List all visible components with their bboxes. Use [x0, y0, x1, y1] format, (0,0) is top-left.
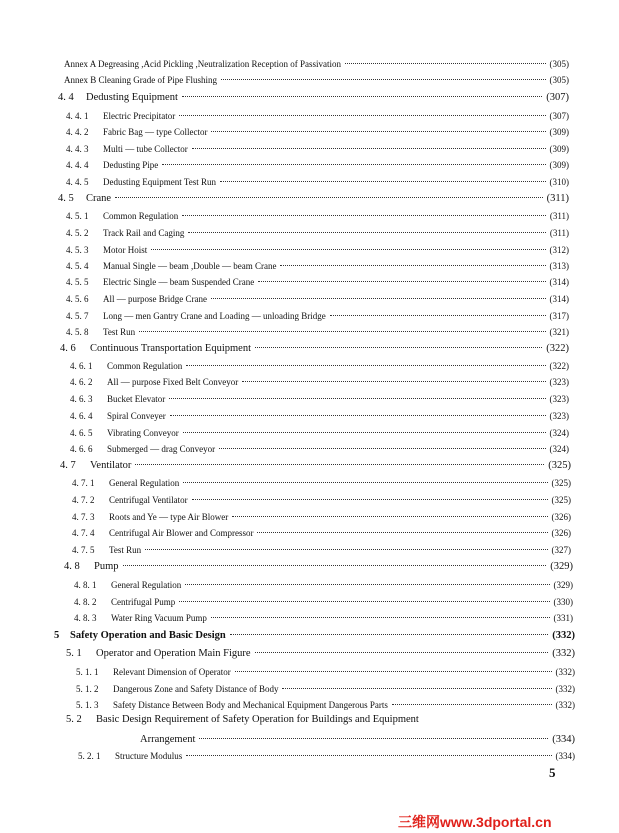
toc-number: 4. 5	[58, 193, 74, 204]
toc-page-ref: (323)	[549, 394, 569, 404]
toc-number: 4. 6	[60, 343, 76, 354]
toc-row	[66, 261, 569, 271]
leader-dots	[330, 315, 546, 316]
toc-number: 4. 4. 4	[66, 160, 89, 170]
toc-row	[70, 361, 569, 371]
toc-title: Test Run	[103, 327, 136, 337]
leader-dots	[211, 617, 550, 618]
leader-dots	[123, 565, 547, 566]
toc-title: Annex B Cleaning Grade of Pipe Flushing	[64, 75, 217, 85]
toc-page-ref: (307)	[549, 111, 569, 121]
leader-dots	[179, 601, 549, 602]
toc-page-ref: (309)	[549, 144, 569, 154]
toc-page-ref: (332)	[555, 667, 575, 677]
toc-title: Safety Operation and Basic Design	[70, 630, 226, 641]
toc-title: Centrifugal Air Blower and Compressor	[109, 528, 254, 538]
leader-dots	[139, 331, 545, 332]
toc-row	[66, 177, 569, 187]
leader-dots	[183, 482, 547, 483]
toc-row	[66, 144, 569, 154]
leader-dots	[211, 298, 546, 299]
toc-page-ref: (325)	[548, 460, 571, 471]
toc-title: General Regulation	[109, 478, 180, 488]
toc-title: All — purpose Fixed Belt Conveyor	[107, 377, 239, 387]
toc-number: 4. 6. 5	[70, 428, 93, 438]
toc-number: 4. 8	[64, 561, 80, 572]
toc-page-ref: (311)	[549, 211, 569, 221]
toc-title: Continuous Transportation Equipment	[90, 343, 252, 354]
leader-dots	[258, 281, 545, 282]
toc-row	[72, 512, 571, 522]
leader-dots	[345, 63, 546, 64]
leader-dots	[220, 181, 546, 182]
toc-row	[64, 75, 569, 85]
toc-title: Crane	[86, 193, 112, 204]
leader-dots	[282, 688, 551, 689]
toc-row	[70, 377, 569, 387]
toc-row	[72, 545, 571, 555]
toc-number: 4. 8. 3	[74, 613, 97, 623]
toc-title: All — purpose Bridge Crane	[103, 294, 207, 304]
toc-title: Structure Modulus	[115, 751, 183, 761]
toc-page-ref: (326)	[551, 528, 571, 538]
toc-row	[76, 667, 575, 677]
toc-number: 4. 7	[60, 460, 76, 471]
leader-dots	[232, 516, 547, 517]
leader-dots	[182, 215, 546, 216]
toc-title: Dedusting Equipment Test Run	[103, 177, 216, 187]
leader-dots	[255, 347, 542, 348]
toc-page-ref: (331)	[553, 613, 573, 623]
toc-title: Spiral Conveyer	[107, 411, 166, 421]
toc-number: 4. 4	[58, 92, 74, 103]
toc-page-ref: (322)	[546, 343, 569, 354]
toc-title: Operator and Operation Main Figure	[96, 648, 251, 659]
toc-page-ref: (325)	[551, 495, 571, 505]
leader-dots	[115, 197, 543, 198]
toc-number: 4. 4. 1	[66, 111, 89, 121]
toc-page-ref: (332)	[555, 684, 575, 694]
toc-page-ref: (324)	[549, 444, 569, 454]
leader-dots	[169, 398, 545, 399]
leader-dots	[192, 148, 546, 149]
leader-dots	[186, 365, 545, 366]
toc-title: Multi — tube Collector	[103, 144, 188, 154]
toc-title: Dedusting Equipment	[86, 92, 178, 103]
leader-dots	[179, 115, 545, 116]
toc-page-ref: (326)	[551, 512, 571, 522]
toc-number: 4. 8. 2	[74, 597, 97, 607]
toc-number: 4. 5. 6	[66, 294, 89, 304]
toc-page-ref: (332)	[555, 700, 575, 710]
toc-title: Fabric Bag — type Collector	[103, 127, 208, 137]
toc-page-ref: (310)	[549, 177, 569, 187]
toc-page-ref: (305)	[549, 75, 569, 85]
toc-row	[76, 700, 575, 710]
toc-row	[66, 294, 569, 304]
toc-row	[74, 580, 573, 590]
toc-page-ref: (309)	[549, 160, 569, 170]
toc-section-row	[60, 343, 569, 354]
leader-dots	[211, 131, 545, 132]
leader-dots	[280, 265, 545, 266]
toc-row	[72, 528, 571, 538]
toc-row	[66, 160, 569, 170]
toc-title: Electric Single — beam Suspended Crane	[103, 277, 255, 287]
toc-title: Long — men Gantry Crane and Loading — unloading Bridge	[103, 311, 326, 321]
toc-number: 5. 1	[66, 648, 82, 659]
toc-title: Ventilator	[90, 460, 132, 471]
toc-number: 5	[54, 630, 60, 641]
toc-page-ref: (329)	[550, 561, 573, 572]
toc-section-row	[58, 193, 569, 204]
toc-page-ref: (329)	[553, 580, 573, 590]
toc-row	[78, 751, 575, 761]
watermark: 三维网www.3dportal.cn	[398, 814, 552, 830]
toc-row	[76, 684, 575, 694]
toc-number: 4. 5. 3	[66, 245, 89, 255]
leader-dots	[242, 381, 545, 382]
toc-page-ref: (322)	[549, 361, 569, 371]
toc-number: 4. 5. 2	[66, 228, 89, 238]
toc-title: Water Ring Vacuum Pump	[111, 613, 207, 623]
toc-page-ref: (324)	[549, 428, 569, 438]
toc-page-ref: (314)	[549, 294, 569, 304]
toc-number: 5. 2	[66, 714, 82, 725]
toc-title: Dangerous Zone and Safety Distance of Body	[113, 684, 279, 694]
toc-number: 4. 5. 5	[66, 277, 89, 287]
toc-number: 4. 6. 6	[70, 444, 93, 454]
toc-title: Common Regulation	[107, 361, 183, 371]
leader-dots	[170, 415, 546, 416]
toc-row	[72, 495, 571, 505]
leader-dots	[219, 448, 545, 449]
toc-number: 4. 4. 5	[66, 177, 89, 187]
toc-title: Motor Hoist	[103, 245, 148, 255]
toc-title: Test Run	[109, 545, 142, 555]
toc-title: Common Regulation	[103, 211, 179, 221]
leader-dots	[145, 549, 547, 550]
toc-title: Submerged — drag Conveyor	[107, 444, 216, 454]
leader-dots	[255, 652, 549, 653]
toc-row	[70, 444, 569, 454]
toc-section-row	[66, 648, 575, 659]
toc-number: 4. 7. 1	[72, 478, 95, 488]
toc-number: 4. 6. 3	[70, 394, 93, 404]
toc-number: 4. 7. 3	[72, 512, 95, 522]
toc-page-ref: (312)	[549, 245, 569, 255]
toc-number: 4. 6. 1	[70, 361, 93, 371]
toc-chapter-row	[54, 630, 575, 641]
toc-row	[66, 111, 569, 121]
toc-page-ref: (311)	[549, 228, 569, 238]
toc-number: 4. 7. 5	[72, 545, 95, 555]
toc-number: 4. 4. 3	[66, 144, 89, 154]
page-number: 5	[549, 765, 556, 780]
toc-title: Electric Precipitator	[103, 111, 176, 121]
toc-section-row	[60, 460, 571, 471]
toc-title: Centrifugal Ventilator	[109, 495, 188, 505]
leader-dots	[392, 704, 552, 705]
toc-row	[66, 127, 569, 137]
toc-title: Track Rail and Caging	[103, 228, 185, 238]
toc-number: 4. 6. 2	[70, 377, 93, 387]
toc-title: Safety Distance Between Body and Mechanical Equipment Dangerous Parts	[113, 700, 388, 710]
toc-section-row	[66, 714, 575, 725]
toc-number: 4. 5. 8	[66, 327, 89, 337]
toc-title: Manual Single — beam ,Double — beam Crane	[103, 261, 277, 271]
toc-title: General Regulation	[111, 580, 182, 590]
toc-title: Bucket Elevator	[107, 394, 166, 404]
leader-dots	[235, 671, 552, 672]
toc-page-ref: (332)	[552, 648, 575, 659]
toc-number: 5. 1. 1	[76, 667, 99, 677]
toc-row	[74, 597, 573, 607]
toc-section-row	[58, 92, 569, 103]
toc-title: Annex A Degreasing ,Acid Pickling ,Neutralization Reception of Passivation	[64, 59, 341, 69]
toc-title: Arrangement	[140, 734, 196, 745]
toc-title: Pump	[94, 561, 119, 572]
leader-dots	[188, 232, 545, 233]
toc-number: 5. 1. 3	[76, 700, 99, 710]
toc-number: 4. 7. 2	[72, 495, 95, 505]
toc-row	[66, 228, 569, 238]
toc-title: Vibrating Conveyor	[107, 428, 179, 438]
leader-dots	[192, 499, 548, 500]
toc-row	[72, 478, 571, 488]
toc-title: Roots and Ye — type Air Blower	[109, 512, 229, 522]
toc-row	[66, 277, 569, 287]
toc-row	[70, 394, 569, 404]
toc-page-ref: (330)	[553, 597, 573, 607]
leader-dots	[257, 532, 547, 533]
toc-number: 4. 8. 1	[74, 580, 97, 590]
leader-dots	[182, 96, 542, 97]
toc-section-row	[64, 561, 573, 572]
toc-row	[66, 311, 569, 321]
toc-page-ref: (323)	[549, 411, 569, 421]
leader-dots	[199, 738, 548, 739]
toc-page-ref: (314)	[549, 277, 569, 287]
toc-page-ref: (321)	[549, 327, 569, 337]
toc-row	[66, 245, 569, 255]
toc-row	[74, 613, 573, 623]
leader-dots	[230, 634, 548, 635]
leader-dots	[135, 464, 544, 465]
toc-title: Centrifugal Pump	[111, 597, 176, 607]
toc-page-ref: (311)	[546, 193, 569, 204]
toc-title: Dedusting Pipe	[103, 160, 159, 170]
toc-page-ref: (309)	[549, 127, 569, 137]
toc-page-ref: (305)	[549, 59, 569, 69]
toc-page-ref: (325)	[551, 478, 571, 488]
toc-number: 4. 7. 4	[72, 528, 95, 538]
toc-number: 4. 5. 7	[66, 311, 89, 321]
toc-page-ref: (332)	[552, 630, 575, 641]
leader-dots	[186, 755, 551, 756]
leader-dots	[183, 432, 546, 433]
toc-number: 4. 5. 4	[66, 261, 89, 271]
toc-number: 4. 4. 2	[66, 127, 89, 137]
leader-dots	[185, 584, 549, 585]
toc-row	[64, 59, 569, 69]
toc-page-ref: (313)	[549, 261, 569, 271]
toc-page-ref: (317)	[549, 311, 569, 321]
leader-dots	[151, 249, 545, 250]
toc-row	[66, 327, 569, 337]
toc-page-ref: (327)	[551, 545, 571, 555]
toc-number: 4. 6. 4	[70, 411, 93, 421]
toc-page-ref: (334)	[552, 734, 575, 745]
toc-number: 5. 1. 2	[76, 684, 99, 694]
toc-row	[70, 428, 569, 438]
toc-title: Basic Design Requirement of Safety Operation for Buildings and Equipment	[96, 714, 419, 725]
toc-row	[70, 411, 569, 421]
toc-number: 5. 2. 1	[78, 751, 101, 761]
toc-page-ref: (334)	[555, 751, 575, 761]
leader-dots	[221, 79, 546, 80]
toc-page-ref: (307)	[546, 92, 569, 103]
toc-page-ref: (323)	[549, 377, 569, 387]
toc-section-row-continued	[140, 734, 575, 745]
leader-dots	[162, 164, 545, 165]
toc-number: 4. 5. 1	[66, 211, 89, 221]
toc-row	[66, 211, 569, 221]
toc-title: Relevant Dimension of Operator	[113, 667, 231, 677]
